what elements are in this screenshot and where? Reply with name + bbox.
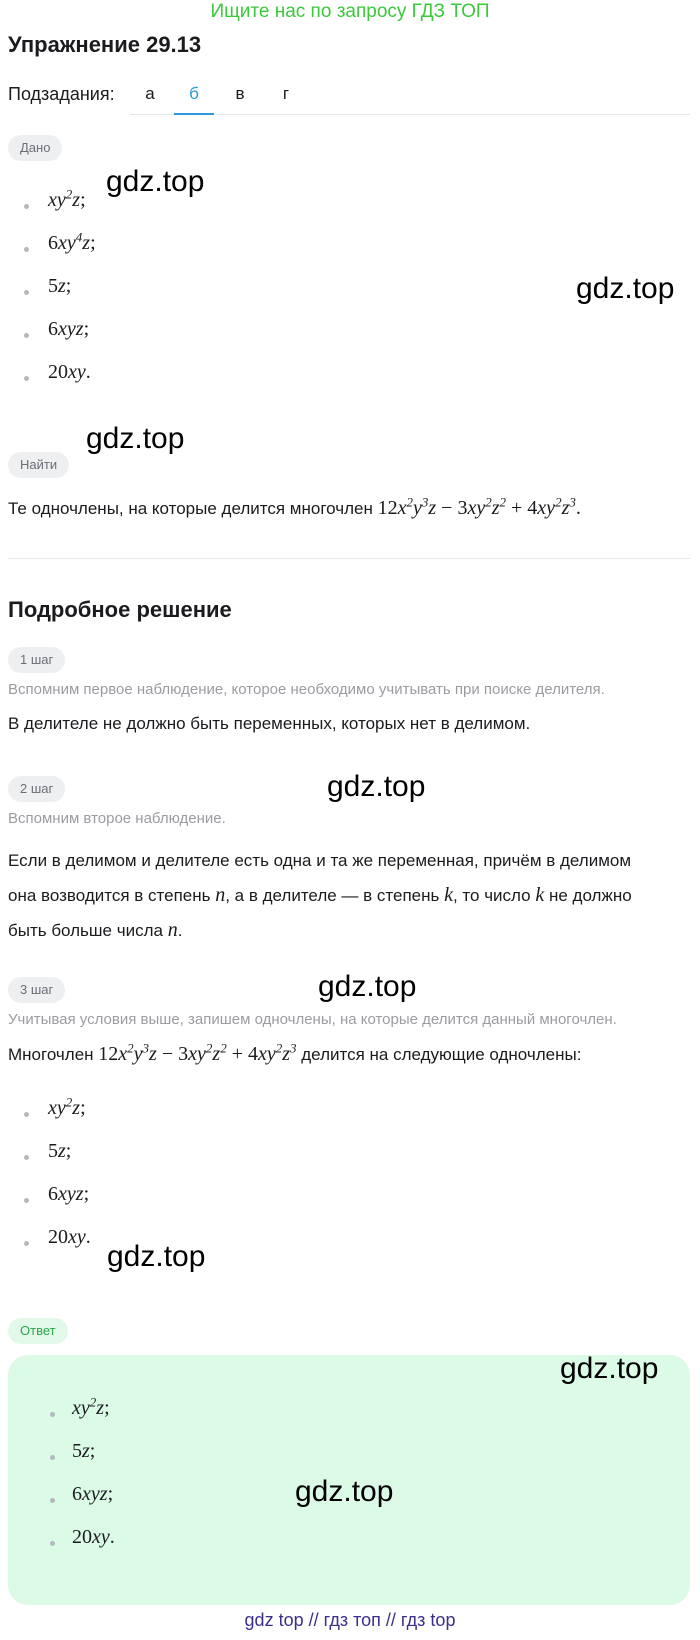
step3-list	[0, 1090, 700, 1270]
step3-text: Многочлен $12x^2y^3z - 3xy^2z^2 + 4xy^2z^3$ делится на следующие одночлены:	[8, 1040, 582, 1065]
bullet-icon	[50, 1498, 55, 1503]
bullet-icon	[50, 1541, 55, 1546]
given-item-3: 5z;	[48, 275, 72, 297]
tab-v[interactable]: в	[235, 84, 245, 103]
step1-badge: 1 шаг	[8, 647, 65, 673]
bullet-icon	[24, 1198, 29, 1203]
bullet-icon	[24, 333, 29, 338]
bullet-icon	[24, 247, 29, 252]
step3-item-1: $xy^2z$;	[48, 1094, 86, 1119]
answer-badge: Ответ	[8, 1318, 68, 1344]
step2-hint: Вспомним второе наблюдение.	[8, 810, 226, 827]
tab-b[interactable]: б	[174, 74, 214, 114]
step2-badge-wrap	[8, 776, 65, 802]
answer-badge-wrap	[8, 1318, 68, 1344]
subtask-tabs	[130, 74, 690, 115]
watermark: gdz.top	[295, 1475, 394, 1508]
step2-text: Если в делимом и делителе есть одна и та же переменная, причём в делимом она возводится в степень n, а в делителе — в степень k, то число k не должно быть больше числа n.	[8, 851, 632, 941]
step1-hint: Вспомним первое наблюдение, которое необходимо учитывать при поиске делителя.	[8, 681, 605, 698]
step3-badge-wrap	[8, 977, 65, 1003]
given-section	[8, 135, 62, 161]
footer-links[interactable]: gdz top // гдз топ // гдз top	[244, 1610, 456, 1630]
polynomial: $12x^2y^3z - 3xy^2z^2 + 4xy^2z^3$.	[377, 494, 581, 519]
find-section	[8, 452, 69, 478]
step2-badge: 2 шаг	[8, 776, 65, 802]
bullet-icon	[50, 1455, 55, 1460]
watermark: gdz.top	[560, 1352, 659, 1385]
step1-text: В делителе не должно быть переменных, которых нет в делимом.	[8, 714, 531, 733]
bullet-icon	[24, 204, 29, 209]
find-badge: Найти	[8, 452, 69, 478]
given-item-5: 20xy.	[48, 361, 91, 383]
find-text: Те одночлены, на которые делится многочлен $12x^2y^3z - 3xy^2z^2 + 4xy^2z^3$.	[8, 494, 581, 519]
given-item-1: $xy^2z$;	[48, 186, 86, 211]
watermark: gdz.top	[86, 422, 185, 455]
polynomial: $12x^2y^3z - 3xy^2z^2 + 4xy^2z^3$	[98, 1040, 297, 1065]
step3-badge: 3 шаг	[8, 977, 65, 1003]
tab-a[interactable]: а	[145, 84, 155, 103]
answer-item-2: 5z;	[72, 1440, 96, 1462]
watermark: gdz.top	[107, 1240, 206, 1273]
watermark: gdz.top	[576, 272, 675, 305]
bullet-icon	[24, 290, 29, 295]
given-item-4: 6xyz;	[48, 318, 90, 340]
watermark: gdz.top	[106, 165, 205, 198]
answer-item-4: 20xy.	[72, 1526, 115, 1548]
watermark: gdz.top	[327, 770, 426, 803]
step3-item-4: 20xy.	[48, 1226, 91, 1248]
given-item-2: $6xy^4z$;	[48, 229, 96, 254]
step3-item-2: 5z;	[48, 1140, 72, 1162]
bullet-icon	[24, 1112, 29, 1117]
answer-item-3: 6xyz;	[72, 1483, 114, 1505]
step3-item-3: 6xyz;	[48, 1183, 90, 1205]
answer-item-1: $xy^2z$;	[72, 1394, 110, 1419]
top-banner: Ищите нас по запросу ГДЗ ТОП	[210, 1, 490, 22]
subtasks-label: Подзадания:	[8, 84, 115, 104]
bullet-icon	[24, 376, 29, 381]
step1-badge-wrap	[8, 647, 65, 673]
bullet-icon	[24, 1241, 29, 1246]
step3-hint: Учитывая условия выше, запишем одночлены, на которые делится данный многочлен.	[8, 1011, 617, 1028]
bullet-icon	[50, 1412, 55, 1417]
given-badge: Дано	[8, 135, 62, 161]
watermark: gdz.top	[318, 970, 417, 1003]
solution-title: Подробное решение	[8, 597, 232, 622]
bullet-icon	[24, 1155, 29, 1160]
divider	[8, 558, 690, 559]
page-title: Упражнение 29.13	[8, 32, 202, 57]
tab-g[interactable]: г	[282, 84, 290, 103]
